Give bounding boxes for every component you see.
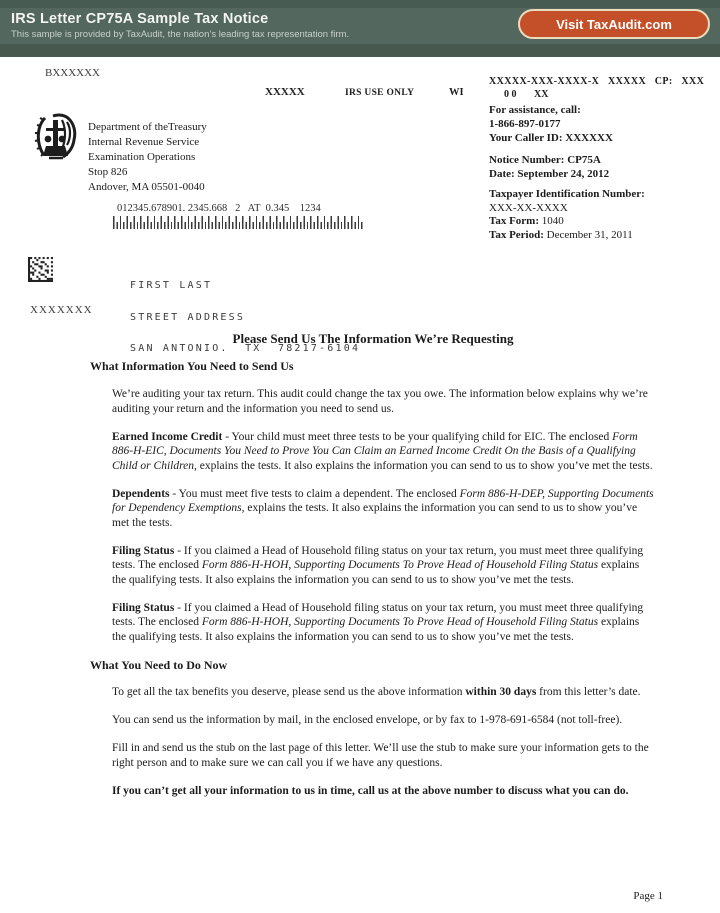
tax-form-value: 1040	[539, 215, 564, 227]
benefits-text-1: To get all the tax benefits you deserve, please send us the above information	[112, 686, 466, 698]
dependents-form-title: Form 886-H-DEP, Supporting Documents for Dependency Exemptions	[112, 487, 654, 514]
notice-date-label: Date:	[489, 168, 515, 180]
visit-taxaudit-button[interactable]: Visit TaxAudit.com	[518, 9, 710, 39]
tin-label: Taxpayer Identification Number:	[489, 188, 645, 200]
filing-status-form-title: Form 886-H-HOH, Supporting Documents To Prove Head of Household Filing Status	[201, 559, 599, 571]
eic-form-title: Form 886-H-EIC, Documents You Need to Prove You Can Claim an Earned Income Credit On the Basis of a Qualifying Child or Children	[112, 430, 638, 472]
recipient-line: FIRST LAST	[130, 280, 213, 291]
eic-text-1: - Your child must meet three tests to be your qualifying child for EIC. The enclosed	[222, 430, 613, 443]
filing-status-form-title: Form 886-H-HOH, Supporting Documents To Prove Head of Household Filing Status	[201, 616, 599, 628]
eic-lead: Earned Income Credit	[112, 430, 223, 443]
agency-address	[88, 120, 207, 195]
filing-status-text-2: explains the qualifying tests. It also explains the information you can send to us to show you’ve met the tests.	[112, 616, 640, 643]
right-code-line-1: XXXXX-XXX-XXXX-X XXXXX CP: XXX	[489, 76, 705, 87]
paragraph-intro: We’re auditing your tax return. This audit could change the tax you owe. The information below explains why we’re auditing your return and the information you need to send us.	[112, 388, 648, 415]
tax-form-label: Tax Form:	[489, 215, 540, 227]
tax-period-line	[489, 229, 645, 243]
page-number: Page 1	[633, 890, 663, 902]
assistance-call-label: For assistance, call:	[489, 104, 581, 116]
agency-line: Department of theTreasury	[88, 121, 207, 133]
notice-date-value: September 24, 2012	[514, 168, 610, 180]
letter-body	[0, 332, 720, 812]
tin-value: XXX-XX-XXXX	[489, 201, 568, 214]
promo-banner	[0, 0, 720, 57]
filing-status-lead: Filing Status	[112, 601, 175, 614]
tax-period-value: December 31, 2011	[543, 228, 633, 241]
eic-text-2: , explains the tests. It also explains the information you can send to us to show you’ve met the tests.	[194, 459, 653, 472]
agency-line: Internal Revenue Service	[88, 136, 200, 148]
assistance-phone: 1-866-897-0177	[489, 118, 561, 130]
right-code-line-2: 0 0 XX	[504, 89, 549, 100]
section-heading-what-to-send: What Information You Need to Send Us	[90, 358, 294, 373]
taxpayer-id-block	[489, 188, 645, 242]
agency-line: Examination Operations	[88, 151, 196, 163]
recipient-line: STREET ADDRESS	[130, 311, 246, 323]
code-bottom-left: XXXXXXX	[30, 304, 93, 316]
filing-status-lead: Filing Status	[112, 544, 175, 557]
notice-number-value: CP75A	[564, 154, 601, 166]
datamatrix-icon	[28, 257, 53, 287]
paragraph-stub: Fill in and send us the stub on the last page of this letter. We’ll use the stub to make sure your information gets to the right person and to make sure we can call you if we have any questions.	[112, 742, 649, 769]
notice-number-line	[489, 153, 609, 167]
irs-eagle-seal-icon	[33, 112, 79, 169]
banner-title: IRS Letter CP75A Sample Tax Notice	[11, 11, 269, 27]
paragraph-warning: If you can’t get all your information to us in time, call us at the above number to discuss what you can do.	[112, 784, 629, 797]
banner-subtitle: This sample is provided by TaxAudit, the nation’s leading tax representation firm.	[11, 29, 350, 40]
paragraph-earned-income-credit	[112, 430, 656, 474]
dependents-lead: Dependents	[112, 487, 170, 500]
notice-number-label: Notice Number:	[489, 154, 565, 166]
paragraph-filing-status-2	[112, 601, 656, 645]
notice-block	[489, 153, 609, 181]
paragraph-filing-status-1	[112, 544, 656, 588]
filing-status-text-1: - If you claimed a Head of Household filing status on your tax return, you must meet three qualifying tests. The enclosed	[112, 601, 644, 628]
filing-status-text-1: - If you claimed a Head of Household filing status on your tax return, you must meet three qualifying tests. The enclosed	[112, 544, 644, 571]
agency-line: Andover, MA 05501-0040	[88, 181, 205, 193]
tax-period-label: Tax Period:	[489, 228, 544, 241]
assistance-block	[489, 103, 613, 145]
benefits-deadline: within 30 days	[465, 686, 537, 698]
assistance-caller-id: Your Caller ID: XXXXXX	[489, 132, 613, 144]
section-heading-what-to-do: What You Need to Do Now	[90, 657, 228, 672]
paragraph-dependents	[112, 487, 656, 531]
tax-form-line	[489, 215, 645, 229]
paragraph-benefits	[112, 685, 656, 700]
postnet-base-bars	[113, 222, 363, 229]
agency-line: Stop 826	[88, 166, 128, 178]
dependents-text-1: - You must meet five tests to claim a dependent. The enclosed	[169, 487, 460, 500]
recipient-line: SAN ANTONIO. TX 78217-6104	[130, 343, 361, 354]
postnet-barcode	[113, 216, 363, 229]
letter-page	[0, 57, 720, 913]
benefits-text-2: from this letter’s date.	[536, 686, 641, 698]
center-code: XXXXX	[265, 86, 305, 98]
notice-date-line	[489, 167, 609, 181]
code-top-left: BXXXXXX	[45, 67, 100, 79]
filing-status-text-2: explains the qualifying tests. It also explains the information you can send to us to show you’ve met the tests.	[112, 559, 640, 586]
irs-use-only-label: IRS USE ONLY	[345, 88, 415, 98]
letter-title: Please Send Us The Information We’re Requesting	[232, 331, 514, 346]
paragraph-mail-fax: You can send us the information by mail, in the enclosed envelope, or by fax to 1-978-691-6584 (not toll-free).	[112, 714, 623, 726]
dependents-text-2: , explains the tests. It also explains the information you can send to us to show you’ve met the tests.	[112, 502, 638, 529]
region-code: WI	[449, 87, 464, 98]
scanline-numbers: 012345.678901. 2345.668 2 AT 0.345 1234	[117, 203, 321, 214]
